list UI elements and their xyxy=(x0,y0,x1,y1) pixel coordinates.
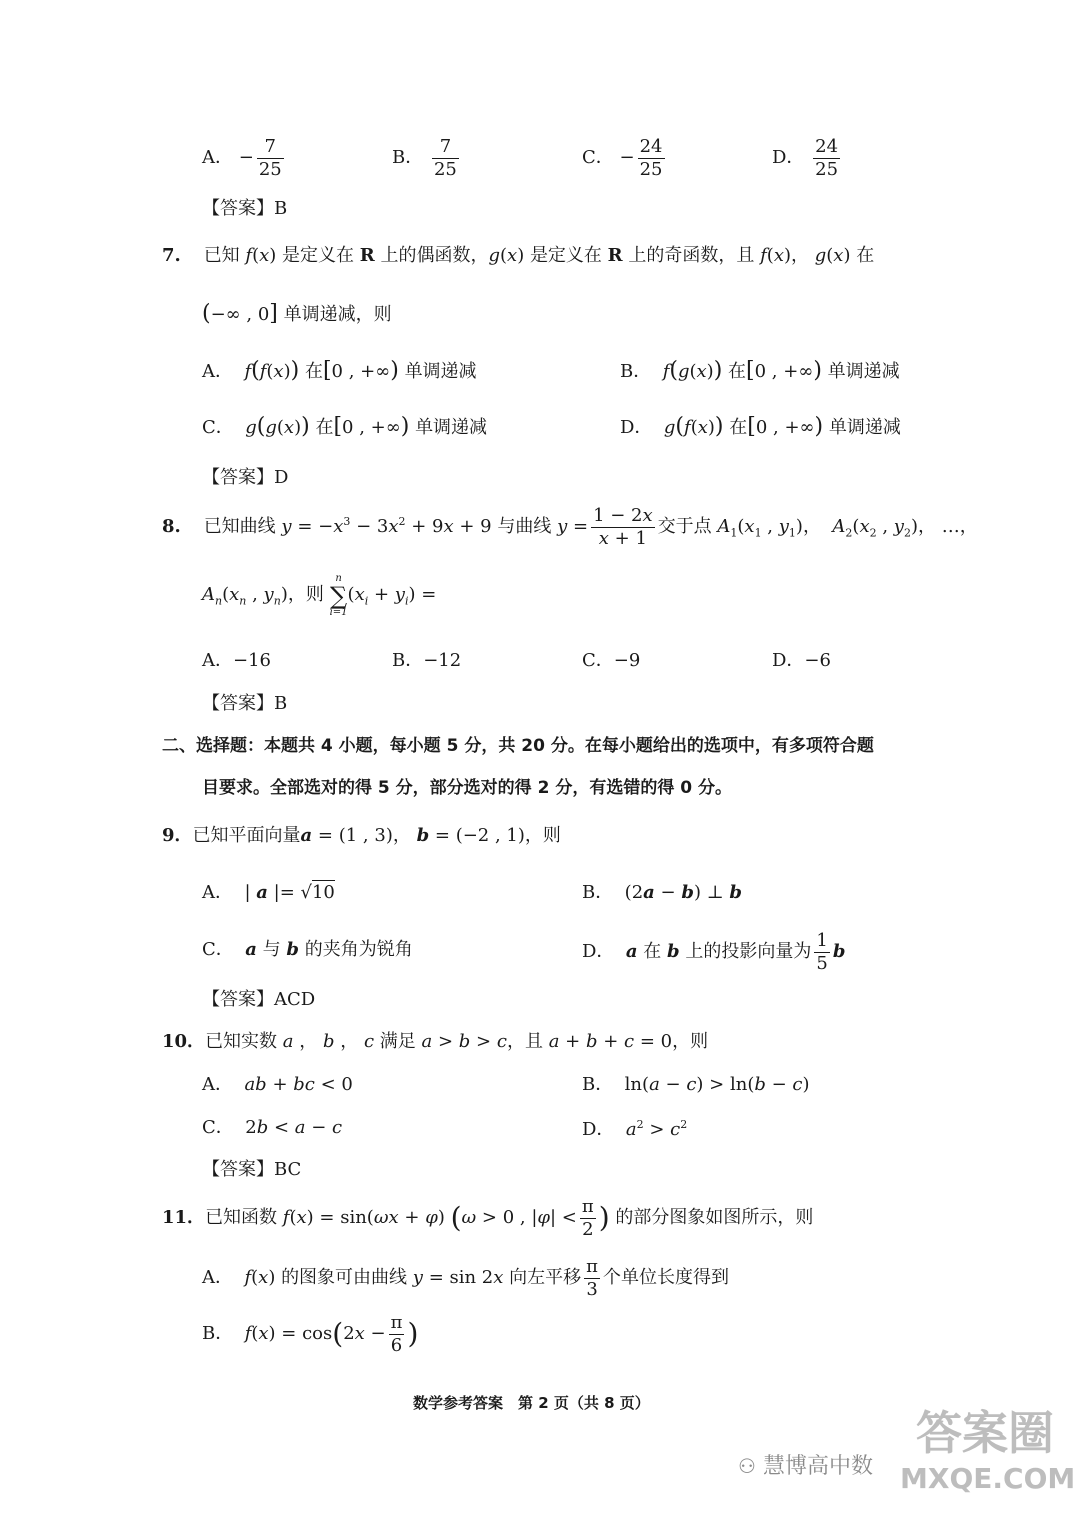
q6-option-c: C． − $\frac{24}{25}$ xyxy=(582,136,663,180)
q9-option-c: C． a 与 b 的夹角为锐角 xyxy=(202,939,413,960)
q9-option-b: B． (2a − b) ⊥ b xyxy=(582,882,742,903)
q8-option-c: C．−9 xyxy=(582,650,641,671)
q8-stem-line2: $A_n(x_n$ , $y_n$)，则 n ∑ i=1 $(x_i + y_i)$ = xyxy=(202,573,437,618)
q9-stem: 9．已知平面向量a = (1 , 3)， b = (−2 , 1)，则 xyxy=(162,825,561,846)
q6-answer: 【答案】B xyxy=(202,198,288,219)
question-number: 7. xyxy=(162,245,181,266)
fraction: $\frac{1}{5}$ xyxy=(816,930,828,974)
q7-option-a: A． f(f(x)) 在[0 , +∞) 单调递减 xyxy=(202,358,477,383)
option-label: A． xyxy=(202,147,233,169)
wechat-watermark xyxy=(738,1456,873,1478)
question-number: 11． xyxy=(162,1207,206,1229)
question-number: 9． xyxy=(162,825,193,846)
q7-answer: 【答案】D xyxy=(202,467,289,488)
q9-answer: 【答案】ACD xyxy=(202,989,316,1010)
brand-watermark xyxy=(900,1406,1076,1495)
q10-option-b: B． ln(a − c) > ln(b − c) xyxy=(582,1074,810,1095)
q7-option-b: B． f(g(x)) 在[0 , +∞) 单调递减 xyxy=(620,358,900,383)
q6-option-b xyxy=(392,136,462,180)
q9-option-a: A． | a |= √10 xyxy=(202,882,335,903)
fraction: $\frac{\pi}{2}$ xyxy=(581,1196,594,1240)
fraction: $\frac{7}{25}$ xyxy=(433,136,457,180)
channel-name: 慧博高中数 xyxy=(762,1454,873,1479)
q8-option-a: A．−16 xyxy=(202,650,271,671)
option-label: C． xyxy=(582,147,614,169)
q8-answer: 【答案】B xyxy=(202,693,288,714)
q10-option-a: A． ab + bc < 0 xyxy=(202,1074,353,1095)
q11-stem: 11．已知函数 f(x) = sin(ωx + φ) (ω > 0 , |φ| < $\frac{\pi}{2}$ ) 的部分图象如图所示，则 xyxy=(162,1196,814,1240)
q6-option-a: A． − $\frac{7}{25}$ xyxy=(202,136,282,180)
fraction: $\frac{24}{25}$ xyxy=(639,136,663,180)
section2-line1: 二、选择题：本题共 4 小题，每小题 5 分，共 20 分。在每小题给出的选项中，有多项符合题 xyxy=(162,736,874,756)
fraction: $\frac{\pi}{3}$ xyxy=(586,1256,598,1300)
summation-symbol: n ∑ i=1 xyxy=(329,573,348,618)
page-footer: 数学参考答案 第 2 页（共 8 页） xyxy=(413,1394,650,1412)
q11-option-a: A． f(x) 的图象可由曲线 y = sin 2x 向左平移 $\frac{\pi}{3}$ 个单位长度得到 xyxy=(202,1256,729,1300)
q6-option-d xyxy=(772,136,843,180)
question-number: 10． xyxy=(162,1031,206,1052)
q9-option-d: D． a 在 b 上的投影向量为 $\frac{1}{5}$ b xyxy=(582,930,846,974)
option-label: B． xyxy=(392,147,424,169)
fraction: $\frac{7}{25}$ xyxy=(258,136,282,180)
q10-option-c: C． 2b < a − c xyxy=(202,1117,343,1138)
q7-stem-line1: 7. 已知 f(x) 是定义在 R 上的偶函数，g(x) 是定义在 R 上的奇函数，且 f(x)， g(x) 在 xyxy=(162,245,875,266)
q8-option-d: D．−6 xyxy=(772,650,831,671)
q11-option-b: B． f(x) = cos(2x − $\frac{\pi}{6}$ ) xyxy=(202,1312,419,1356)
option-label: D． xyxy=(772,147,805,169)
fraction: $\frac{\pi}{6}$ xyxy=(390,1312,403,1356)
q8-option-b: B．−12 xyxy=(392,650,462,671)
q10-answer: 【答案】BC xyxy=(202,1159,302,1180)
section2-line2: 目要求。全部选对的得 5 分，部分选对的得 2 分，有选错的得 0 分。 xyxy=(202,778,732,798)
q7-option-c: C． g(g(x)) 在[0 , +∞) 单调递减 xyxy=(202,414,488,439)
q10-stem: 10．已知实数 a ， b ， c 满足 a > b > c，且 a + b + c = 0，则 xyxy=(162,1031,709,1052)
fraction: $\frac{1 - 2x}{x + 1}$ xyxy=(593,505,653,549)
wechat-icon: ⚇ xyxy=(738,1454,756,1478)
q7-stem-line2: (−∞ , 0] 单调递减，则 xyxy=(202,301,392,326)
fraction: $\frac{24}{25}$ xyxy=(815,136,839,180)
brand-logo-top: 答案圈 xyxy=(916,1406,1054,1460)
brand-logo-bottom: MXQE.COM xyxy=(900,1462,1076,1495)
q8-stem-line1: 8. 已知曲线 $y = -x^3 - 3x^2 + 9x + 9$ 与曲线 y = $\frac{1 - 2x}{x + 1}$ 交于点 $A_1(x_1$ , $y_1$)， $A_2(x_2$ , $y_2$)， …， xyxy=(162,505,978,549)
q7-option-d: D． g(f(x)) 在[0 , +∞) 单调递减 xyxy=(620,414,901,439)
q10-option-d: D． $a^2 > c^2$ xyxy=(582,1118,688,1140)
question-number: 8. xyxy=(162,516,181,538)
